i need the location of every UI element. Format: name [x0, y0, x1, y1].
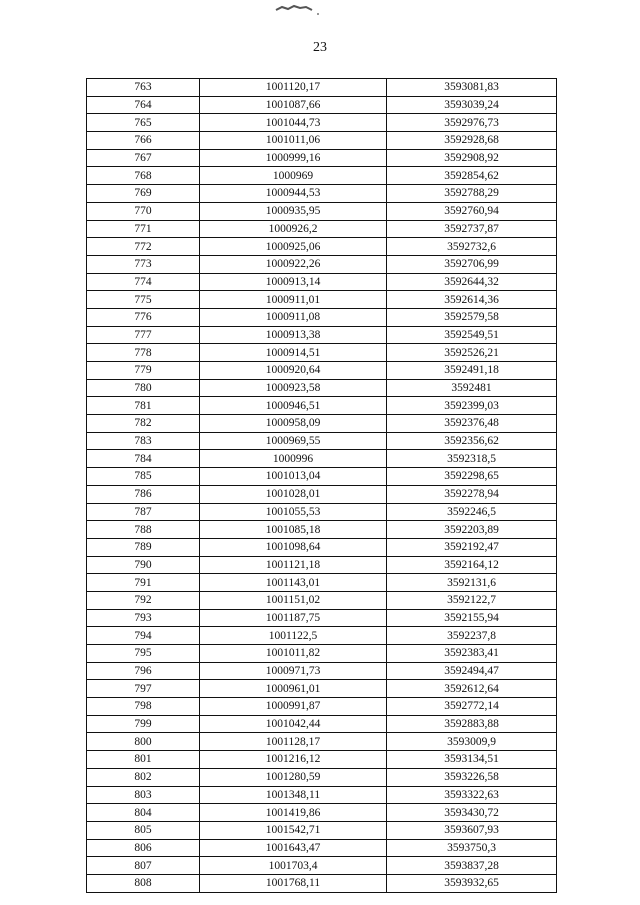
table-row: [87, 698, 557, 716]
table-row: [87, 308, 557, 326]
table-row: [87, 591, 557, 609]
point-number-cell: 801: [87, 751, 200, 769]
x-coordinate-cell: 1000996: [200, 450, 387, 468]
point-number-cell: 795: [87, 645, 200, 663]
x-coordinate-cell: 1001098,64: [200, 538, 387, 556]
point-number-cell: 791: [87, 574, 200, 592]
table-row: [87, 804, 557, 822]
x-coordinate-cell: 1000911,08: [200, 308, 387, 326]
x-coordinate-cell: 1000999,16: [200, 149, 387, 167]
x-coordinate-cell: 1000969: [200, 167, 387, 185]
y-coordinate-cell: 3592644,32: [387, 273, 557, 291]
table-row: [87, 680, 557, 698]
point-number-cell: 776: [87, 308, 200, 326]
x-coordinate-cell: 1000935,95: [200, 202, 387, 220]
y-coordinate-cell: 3592614,36: [387, 291, 557, 309]
table-row: [87, 627, 557, 645]
x-coordinate-cell: 1001120,17: [200, 79, 387, 97]
y-coordinate-cell: 3592732,6: [387, 238, 557, 256]
table-row: [87, 397, 557, 415]
x-coordinate-cell: 1001216,12: [200, 751, 387, 769]
y-coordinate-cell: 3592481: [387, 379, 557, 397]
table-row: [87, 450, 557, 468]
point-number-cell: 781: [87, 397, 200, 415]
page-number: 23: [313, 40, 327, 55]
point-number-cell: 790: [87, 556, 200, 574]
x-coordinate-cell: 1000958,09: [200, 415, 387, 433]
table-row: [87, 273, 557, 291]
y-coordinate-cell: 3592494,47: [387, 662, 557, 680]
table-row: [87, 786, 557, 804]
table-row: [87, 149, 557, 167]
table-row: [87, 114, 557, 132]
point-number-cell: 785: [87, 468, 200, 486]
x-coordinate-cell: 1001542,71: [200, 821, 387, 839]
x-coordinate-cell: 1001028,01: [200, 485, 387, 503]
y-coordinate-cell: 3592298,65: [387, 468, 557, 486]
table-row: [87, 857, 557, 875]
point-number-cell: 784: [87, 450, 200, 468]
table-row: [87, 485, 557, 503]
table-body: [87, 79, 557, 893]
point-number-cell: 799: [87, 715, 200, 733]
table-row: [87, 733, 557, 751]
point-number-cell: 789: [87, 538, 200, 556]
table-row: [87, 503, 557, 521]
y-coordinate-cell: 3593009,9: [387, 733, 557, 751]
x-coordinate-cell: 1001143,01: [200, 574, 387, 592]
point-number-cell: 808: [87, 874, 200, 892]
point-number-cell: 783: [87, 432, 200, 450]
y-coordinate-cell: 3592612,64: [387, 680, 557, 698]
table-row: [87, 662, 557, 680]
point-number-cell: 796: [87, 662, 200, 680]
x-coordinate-cell: 1000914,51: [200, 344, 387, 362]
table-row: [87, 202, 557, 220]
scan-artifact-icon: [270, 2, 330, 18]
point-number-cell: 777: [87, 326, 200, 344]
x-coordinate-cell: 1001151,02: [200, 591, 387, 609]
point-number-cell: 774: [87, 273, 200, 291]
point-number-cell: 779: [87, 362, 200, 380]
table-row: [87, 167, 557, 185]
y-coordinate-cell: 3592203,89: [387, 521, 557, 539]
table-row: [87, 645, 557, 663]
y-coordinate-cell: 3593430,72: [387, 804, 557, 822]
point-number-cell: 771: [87, 220, 200, 238]
table-row: [87, 521, 557, 539]
y-coordinate-cell: 3592246,5: [387, 503, 557, 521]
x-coordinate-cell: 1001122,5: [200, 627, 387, 645]
point-number-cell: 803: [87, 786, 200, 804]
y-coordinate-cell: 3592278,94: [387, 485, 557, 503]
y-coordinate-cell: 3592706,99: [387, 255, 557, 273]
y-coordinate-cell: 3592549,51: [387, 326, 557, 344]
x-coordinate-cell: 1000913,14: [200, 273, 387, 291]
y-coordinate-cell: 3592318,5: [387, 450, 557, 468]
point-number-cell: 794: [87, 627, 200, 645]
y-coordinate-cell: 3593932,65: [387, 874, 557, 892]
y-coordinate-cell: 3593226,58: [387, 768, 557, 786]
y-coordinate-cell: 3592155,94: [387, 609, 557, 627]
table-row: [87, 220, 557, 238]
x-coordinate-cell: 1001703,4: [200, 857, 387, 875]
y-coordinate-cell: 3593081,83: [387, 79, 557, 97]
table-row: [87, 291, 557, 309]
point-number-cell: 797: [87, 680, 200, 698]
point-number-cell: 764: [87, 96, 200, 114]
y-coordinate-cell: 3592579,58: [387, 308, 557, 326]
point-number-cell: 792: [87, 591, 200, 609]
point-number-cell: 806: [87, 839, 200, 857]
table-row: [87, 79, 557, 97]
x-coordinate-cell: 1001643,47: [200, 839, 387, 857]
x-coordinate-cell: 1000969,55: [200, 432, 387, 450]
y-coordinate-cell: 3592737,87: [387, 220, 557, 238]
point-number-cell: 805: [87, 821, 200, 839]
coordinates-table: [86, 78, 557, 893]
point-number-cell: 763: [87, 79, 200, 97]
y-coordinate-cell: 3592928,68: [387, 132, 557, 150]
x-coordinate-cell: 1000913,38: [200, 326, 387, 344]
table-row: [87, 874, 557, 892]
x-coordinate-cell: 1001419,86: [200, 804, 387, 822]
x-coordinate-cell: 1000926,2: [200, 220, 387, 238]
table-row: [87, 432, 557, 450]
table-row: [87, 132, 557, 150]
x-coordinate-cell: 1001348,11: [200, 786, 387, 804]
point-number-cell: 788: [87, 521, 200, 539]
x-coordinate-cell: 1001013,04: [200, 468, 387, 486]
x-coordinate-cell: 1000923,58: [200, 379, 387, 397]
x-coordinate-cell: 1001011,82: [200, 645, 387, 663]
y-coordinate-cell: 3592976,73: [387, 114, 557, 132]
table-row: [87, 751, 557, 769]
table-row: [87, 839, 557, 857]
point-number-cell: 770: [87, 202, 200, 220]
x-coordinate-cell: 1001085,18: [200, 521, 387, 539]
point-number-cell: 787: [87, 503, 200, 521]
y-coordinate-cell: 3592237,8: [387, 627, 557, 645]
point-number-cell: 802: [87, 768, 200, 786]
x-coordinate-cell: 1001087,66: [200, 96, 387, 114]
y-coordinate-cell: 3593607,93: [387, 821, 557, 839]
y-coordinate-cell: 3592883,88: [387, 715, 557, 733]
y-coordinate-cell: 3592854,62: [387, 167, 557, 185]
table-row: [87, 362, 557, 380]
x-coordinate-cell: 1000961,01: [200, 680, 387, 698]
point-number-cell: 800: [87, 733, 200, 751]
point-number-cell: 767: [87, 149, 200, 167]
y-coordinate-cell: 3592383,41: [387, 645, 557, 663]
point-number-cell: 768: [87, 167, 200, 185]
point-number-cell: 769: [87, 185, 200, 203]
x-coordinate-cell: 1000922,26: [200, 255, 387, 273]
table-row: [87, 821, 557, 839]
x-coordinate-cell: 1001042,44: [200, 715, 387, 733]
y-coordinate-cell: 3592908,92: [387, 149, 557, 167]
y-coordinate-cell: 3592772,14: [387, 698, 557, 716]
table-row: [87, 379, 557, 397]
y-coordinate-cell: 3592399,03: [387, 397, 557, 415]
table-row: [87, 609, 557, 627]
point-number-cell: 793: [87, 609, 200, 627]
y-coordinate-cell: 3593134,51: [387, 751, 557, 769]
point-number-cell: 772: [87, 238, 200, 256]
y-coordinate-cell: 3592122,7: [387, 591, 557, 609]
table-row: [87, 344, 557, 362]
point-number-cell: 798: [87, 698, 200, 716]
table-row: [87, 538, 557, 556]
y-coordinate-cell: 3592526,21: [387, 344, 557, 362]
y-coordinate-cell: 3593039,24: [387, 96, 557, 114]
table-row: [87, 238, 557, 256]
y-coordinate-cell: 3592131,6: [387, 574, 557, 592]
x-coordinate-cell: 1000944,53: [200, 185, 387, 203]
x-coordinate-cell: 1001280,59: [200, 768, 387, 786]
x-coordinate-cell: 1001121,18: [200, 556, 387, 574]
y-coordinate-cell: 3592356,62: [387, 432, 557, 450]
x-coordinate-cell: 1000991,87: [200, 698, 387, 716]
y-coordinate-cell: 3593322,63: [387, 786, 557, 804]
table-row: [87, 556, 557, 574]
table-row: [87, 415, 557, 433]
x-coordinate-cell: 1001187,75: [200, 609, 387, 627]
x-coordinate-cell: 1001044,73: [200, 114, 387, 132]
x-coordinate-cell: 1001768,11: [200, 874, 387, 892]
point-number-cell: 807: [87, 857, 200, 875]
point-number-cell: 782: [87, 415, 200, 433]
y-coordinate-cell: 3592376,48: [387, 415, 557, 433]
table-row: [87, 715, 557, 733]
x-coordinate-cell: 1001011,06: [200, 132, 387, 150]
table-row: [87, 768, 557, 786]
table-row: [87, 255, 557, 273]
x-coordinate-cell: 1000920,64: [200, 362, 387, 380]
point-number-cell: 775: [87, 291, 200, 309]
x-coordinate-cell: 1000911,01: [200, 291, 387, 309]
table-row: [87, 96, 557, 114]
table-row: [87, 468, 557, 486]
point-number-cell: 773: [87, 255, 200, 273]
x-coordinate-cell: 1001055,53: [200, 503, 387, 521]
point-number-cell: 765: [87, 114, 200, 132]
point-number-cell: 780: [87, 379, 200, 397]
table-row: [87, 574, 557, 592]
y-coordinate-cell: 3592164,12: [387, 556, 557, 574]
y-coordinate-cell: 3593837,28: [387, 857, 557, 875]
y-coordinate-cell: 3592491,18: [387, 362, 557, 380]
y-coordinate-cell: 3592192,47: [387, 538, 557, 556]
table-row: [87, 326, 557, 344]
y-coordinate-cell: 3592760,94: [387, 202, 557, 220]
point-number-cell: 804: [87, 804, 200, 822]
x-coordinate-cell: 1001128,17: [200, 733, 387, 751]
point-number-cell: 766: [87, 132, 200, 150]
point-number-cell: 778: [87, 344, 200, 362]
y-coordinate-cell: 3592788,29: [387, 185, 557, 203]
point-number-cell: 786: [87, 485, 200, 503]
table-row: [87, 185, 557, 203]
y-coordinate-cell: 3593750,3: [387, 839, 557, 857]
x-coordinate-cell: 1000971,73: [200, 662, 387, 680]
x-coordinate-cell: 1000946,51: [200, 397, 387, 415]
x-coordinate-cell: 1000925,06: [200, 238, 387, 256]
